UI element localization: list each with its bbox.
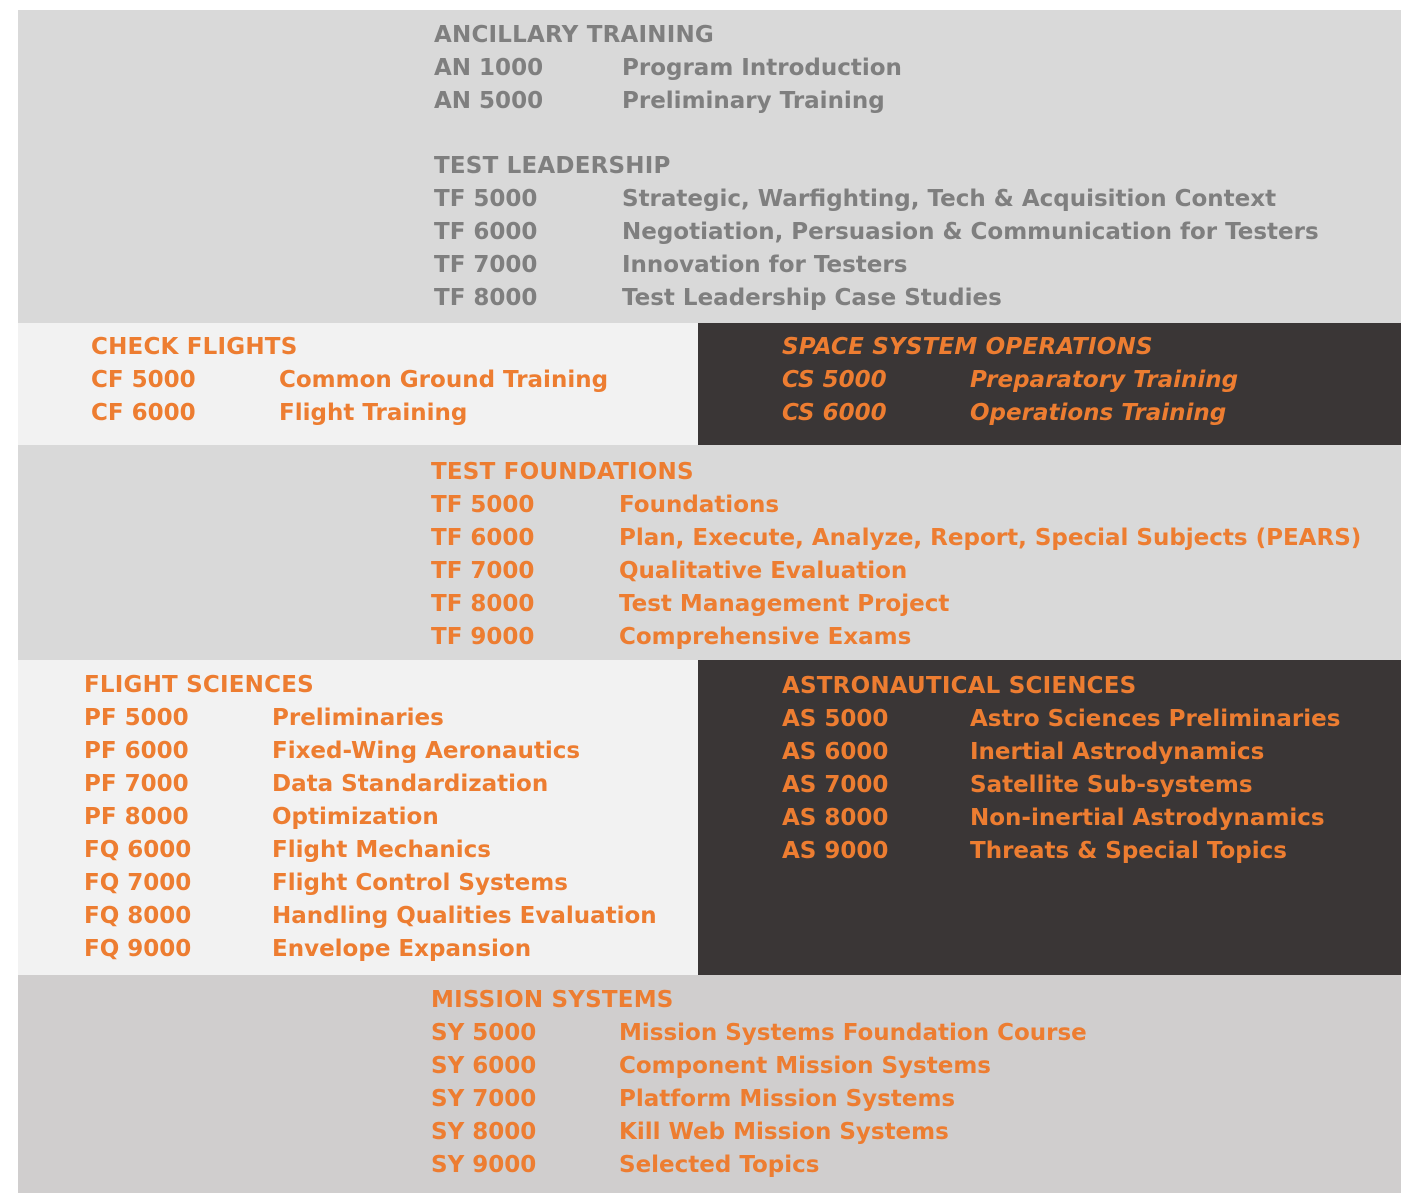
- course-code: AS 7000: [782, 772, 889, 798]
- course-title: Optimization: [272, 804, 439, 830]
- course-row: [782, 364, 1238, 397]
- course-code: FQ 9000: [84, 936, 192, 962]
- course-code: SY 9000: [431, 1152, 537, 1178]
- course-title: Flight Training: [279, 400, 468, 426]
- course-row: [431, 621, 1361, 654]
- course-row: [431, 522, 1361, 555]
- course-title: Astro Sciences Preliminaries: [970, 706, 1341, 732]
- check-flights-section: [91, 331, 608, 430]
- course-row: [84, 834, 657, 867]
- course-row: [431, 1116, 1087, 1149]
- astronautical-sciences-section: [782, 670, 1340, 868]
- course-row: [434, 282, 1319, 315]
- course-code: AS 5000: [782, 706, 889, 732]
- course-row: [782, 703, 1340, 736]
- course-title: Data Standardization: [272, 771, 549, 797]
- section-heading: SPACE SYSTEM OPERATIONS: [782, 334, 1153, 360]
- course-code: CF 6000: [91, 400, 196, 426]
- course-title: Negotiation, Persuasion & Communication for Testers: [622, 219, 1319, 245]
- course-title: Preliminaries: [272, 705, 444, 731]
- mission-systems-section: [431, 984, 1087, 1182]
- course-code: PF 8000: [84, 804, 189, 830]
- course-row: [782, 736, 1340, 769]
- course-code: CF 5000: [91, 367, 196, 393]
- course-title: Kill Web Mission Systems: [619, 1119, 949, 1145]
- course-code: TF 6000: [434, 219, 538, 245]
- course-title: Test Leadership Case Studies: [622, 285, 1002, 311]
- course-title: Flight Control Systems: [272, 870, 568, 896]
- course-row: [434, 249, 1319, 282]
- course-row: [434, 183, 1319, 216]
- course-title: Fixed-Wing Aeronautics: [272, 738, 581, 764]
- course-title: Common Ground Training: [279, 367, 609, 393]
- course-code: TF 6000: [431, 525, 535, 551]
- course-row: [434, 52, 902, 85]
- course-row: [782, 769, 1340, 802]
- course-code: AN 1000: [434, 55, 544, 81]
- course-code: FQ 7000: [84, 870, 192, 896]
- course-code: TF 8000: [434, 285, 538, 311]
- course-row: [84, 801, 657, 834]
- course-code: TF 5000: [434, 186, 538, 212]
- course-row: [84, 702, 657, 735]
- course-code: PF 5000: [84, 705, 189, 731]
- section-heading: FLIGHT SCIENCES: [84, 672, 314, 698]
- course-code: SY 5000: [431, 1020, 537, 1046]
- course-title: Handling Qualities Evaluation: [272, 903, 657, 929]
- course-code: TF 9000: [431, 624, 535, 650]
- space-system-operations-section: [782, 331, 1238, 430]
- course-code: CS 6000: [782, 400, 887, 426]
- course-code: AN 5000: [434, 88, 544, 114]
- test-foundations-section: [431, 456, 1361, 654]
- course-row: [434, 85, 902, 118]
- section-heading: TEST FOUNDATIONS: [431, 459, 694, 485]
- course-title: Comprehensive Exams: [619, 624, 912, 650]
- flight-sciences-section: [84, 669, 657, 966]
- course-row: [431, 1149, 1087, 1182]
- course-row: [782, 835, 1340, 868]
- course-code: SY 7000: [431, 1086, 537, 1112]
- course-row: [84, 900, 657, 933]
- section-heading: ANCILLARY TRAINING: [434, 22, 715, 48]
- course-code: AS 8000: [782, 805, 889, 831]
- section-heading: ASTRONAUTICAL SCIENCES: [782, 673, 1137, 699]
- course-row: [431, 1050, 1087, 1083]
- course-code: SY 8000: [431, 1119, 537, 1145]
- course-code: FQ 6000: [84, 837, 192, 863]
- test-leadership-section: [434, 150, 1319, 315]
- course-title: Non-inertial Astrodynamics: [970, 805, 1325, 831]
- course-code: TF 8000: [431, 591, 535, 617]
- course-code: SY 6000: [431, 1053, 537, 1079]
- section-heading: TEST LEADERSHIP: [434, 153, 671, 179]
- course-title: Threats & Special Topics: [970, 838, 1287, 864]
- course-row: [84, 867, 657, 900]
- course-title: Plan, Execute, Analyze, Report, Special Subjects (PEARS): [619, 525, 1362, 551]
- course-title: Innovation for Testers: [622, 252, 908, 278]
- section-heading: CHECK FLIGHTS: [91, 334, 298, 360]
- course-row: [84, 933, 657, 966]
- course-title: Qualitative Evaluation: [619, 558, 908, 584]
- course-row: [91, 364, 608, 397]
- course-row: [431, 489, 1361, 522]
- course-row: [434, 216, 1319, 249]
- course-row: [431, 588, 1361, 621]
- course-row: [782, 397, 1238, 430]
- course-code: PF 7000: [84, 771, 189, 797]
- course-code: CS 5000: [782, 367, 887, 393]
- course-title: Test Management Project: [619, 591, 950, 617]
- course-row: [431, 555, 1361, 588]
- section-heading: MISSION SYSTEMS: [431, 987, 674, 1013]
- course-title: Component Mission Systems: [619, 1053, 991, 1079]
- course-row: [431, 1017, 1087, 1050]
- course-code: AS 9000: [782, 838, 889, 864]
- course-title: Flight Mechanics: [272, 837, 491, 863]
- course-title: Program Introduction: [622, 55, 902, 81]
- course-title: Strategic, Warfighting, Tech & Acquisition Context: [622, 186, 1277, 212]
- ancillary-training-section: [434, 19, 902, 118]
- course-title: Selected Topics: [619, 1152, 820, 1178]
- course-title: Preliminary Training: [622, 88, 885, 114]
- course-row: [91, 397, 608, 430]
- course-title: Preparatory Training: [970, 367, 1239, 393]
- course-code: TF 5000: [431, 492, 535, 518]
- course-title: Envelope Expansion: [272, 936, 532, 962]
- course-code: FQ 8000: [84, 903, 192, 929]
- course-code: AS 6000: [782, 739, 889, 765]
- course-title: Mission Systems Foundation Course: [619, 1020, 1087, 1046]
- course-title: Inertial Astrodynamics: [970, 739, 1265, 765]
- course-title: Foundations: [619, 492, 780, 518]
- course-code: TF 7000: [431, 558, 535, 584]
- course-row: [431, 1083, 1087, 1116]
- course-row: [782, 802, 1340, 835]
- course-code: PF 6000: [84, 738, 189, 764]
- course-code: TF 7000: [434, 252, 538, 278]
- course-title: Platform Mission Systems: [619, 1086, 956, 1112]
- course-title: Operations Training: [970, 400, 1227, 426]
- course-row: [84, 768, 657, 801]
- course-title: Satellite Sub-systems: [970, 772, 1253, 798]
- course-row: [84, 735, 657, 768]
